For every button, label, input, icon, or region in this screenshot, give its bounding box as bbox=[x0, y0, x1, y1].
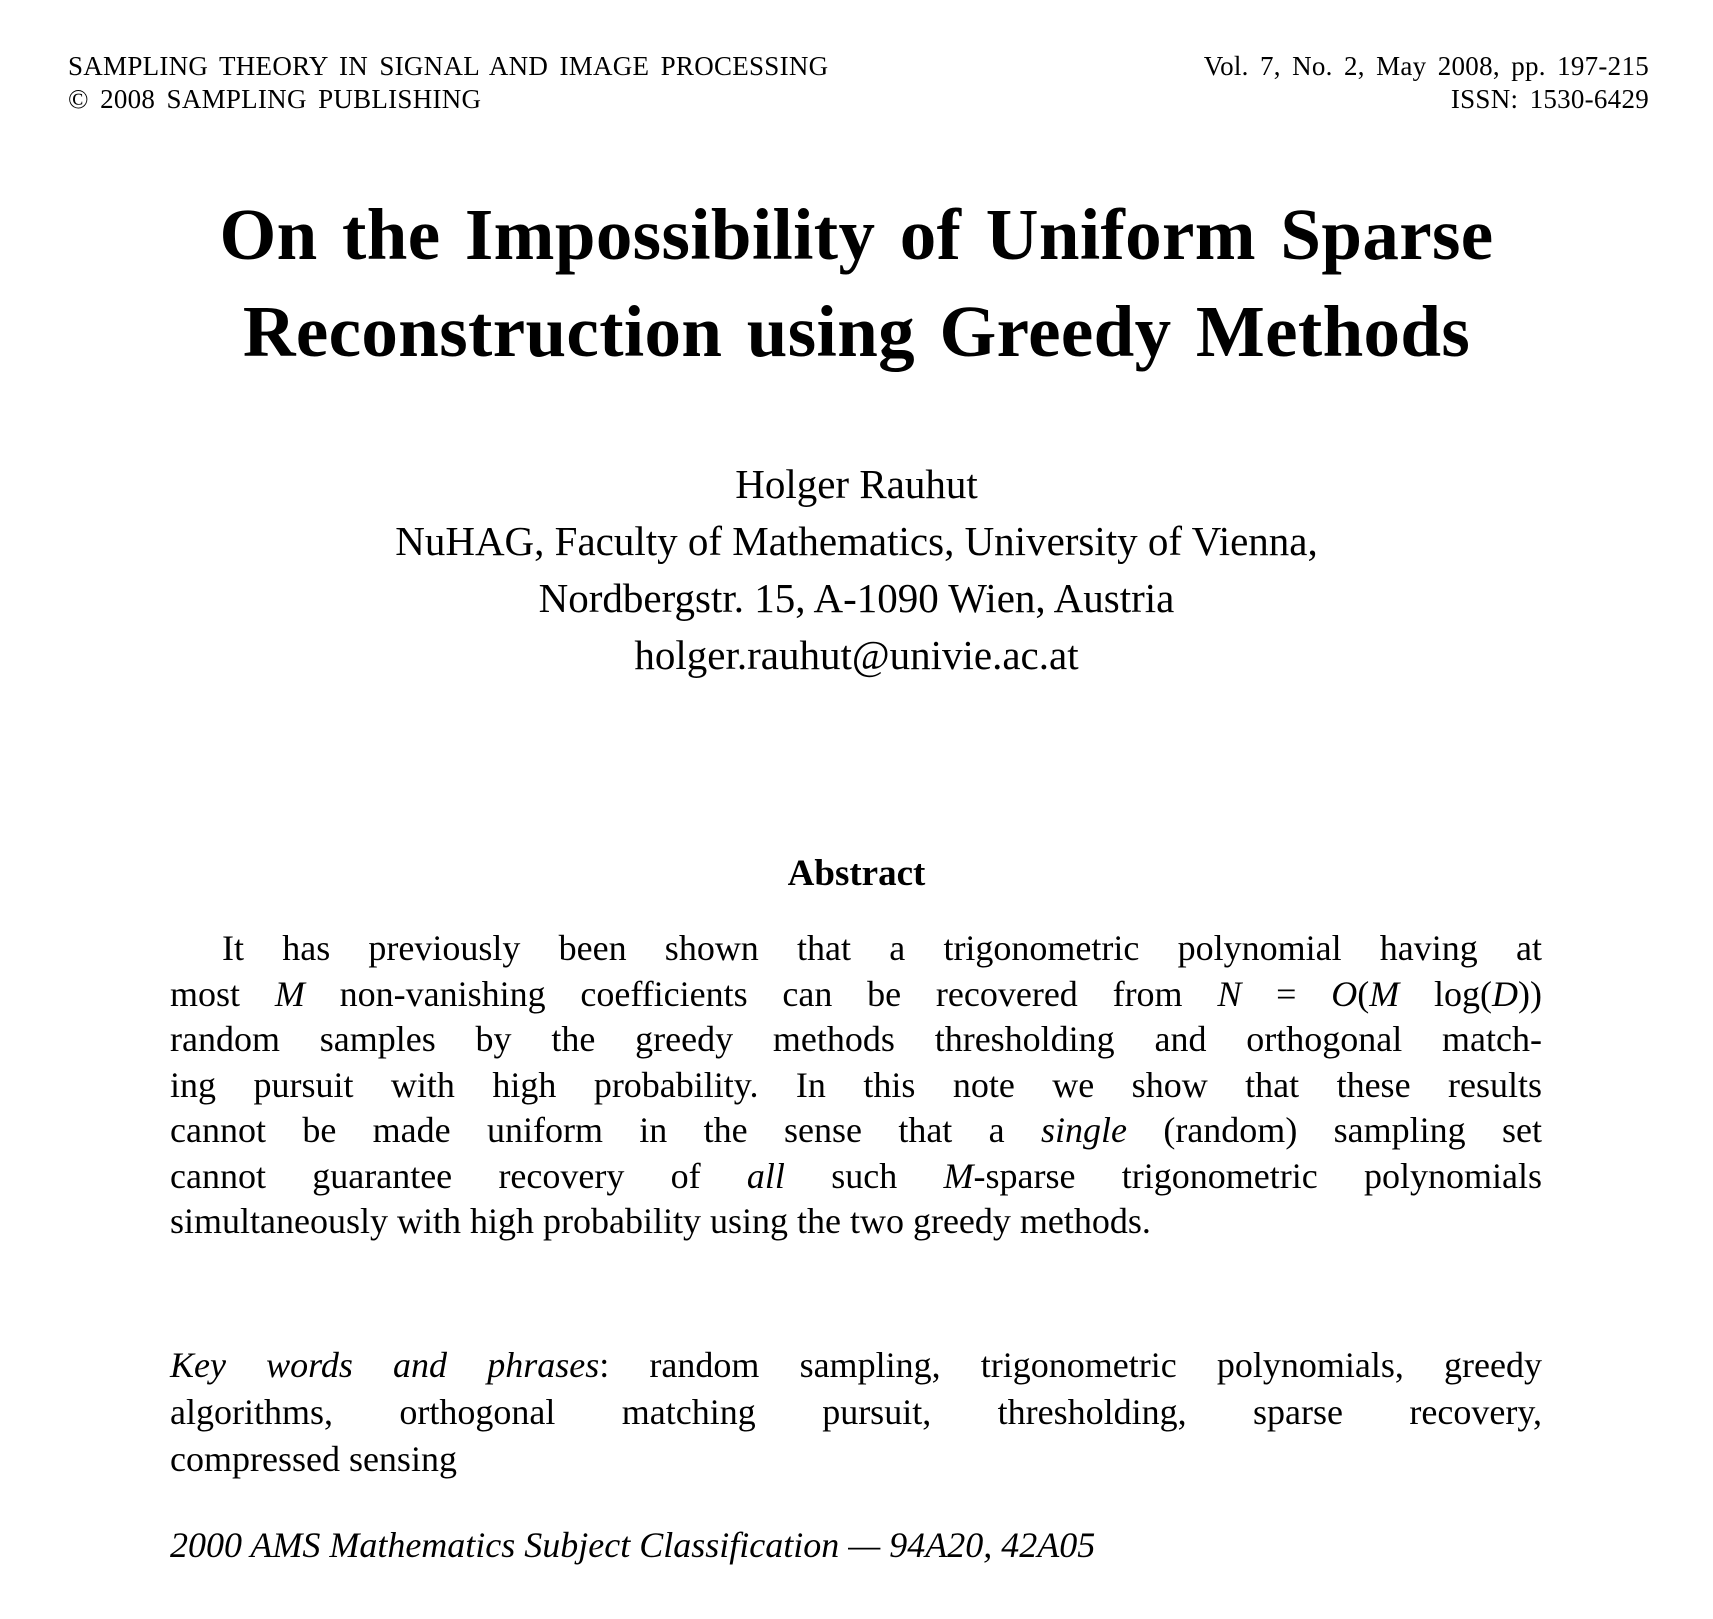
italic-text-segment: N bbox=[1217, 973, 1242, 1014]
journal-header bbox=[68, 50, 1649, 116]
author-affiliation-line-1: NuHAG, Faculty of Mathematics, University of Vienna, bbox=[395, 518, 1318, 564]
text-line bbox=[170, 926, 1542, 972]
paper-title bbox=[0, 186, 1713, 380]
text-segment: -sparse trigonometric polynomials bbox=[973, 1155, 1542, 1196]
text-segment: )) bbox=[1518, 973, 1542, 1014]
text-segment: (random) sampling set bbox=[1127, 1110, 1542, 1150]
text-segment: cannot be made uniform in the sense that a bbox=[170, 1110, 1041, 1150]
author-affiliation-line-2: Nordbergstr. 15, A-1090 Wien, Austria bbox=[538, 575, 1175, 621]
journal-name: SAMPLING THEORY IN SIGNAL AND IMAGE PROCESSING bbox=[68, 51, 829, 81]
text-segment: = bbox=[1241, 973, 1332, 1014]
paper-title-line-2: Reconstruction using Greedy Methods bbox=[242, 291, 1471, 372]
text-segment: random samples by the greedy methods thresholding and orthogonal match- bbox=[170, 1019, 1542, 1059]
abstract-heading: Abstract bbox=[787, 853, 926, 894]
author-email: holger.rauhut@univie.ac.at bbox=[634, 632, 1079, 678]
volume-issue-pages: Vol. 7, No. 2, May 2008, pp. 197-215 bbox=[1203, 51, 1649, 81]
italic-text-segment: O bbox=[1331, 973, 1358, 1014]
text-segment: : random sampling, trigonometric polynomials, greedy bbox=[599, 1345, 1543, 1385]
issn: ISSN: 1530-6429 bbox=[1450, 84, 1649, 114]
text-segment: log( bbox=[1399, 973, 1493, 1014]
text-segment: ing pursuit with high probability. In this note we show that these results bbox=[170, 1064, 1542, 1105]
italic-text-segment: M bbox=[1369, 973, 1400, 1014]
text-line bbox=[170, 1389, 1542, 1436]
text-segment: cannot guarantee recovery of bbox=[170, 1155, 747, 1196]
author-name: Holger Rauhut bbox=[735, 461, 978, 507]
italic-text-segment: M bbox=[274, 973, 305, 1014]
keywords-paragraph bbox=[170, 1342, 1542, 1483]
text-line bbox=[170, 1342, 1542, 1389]
text-segment: most bbox=[170, 973, 275, 1014]
text-line bbox=[170, 1522, 1542, 1569]
journal-header-left bbox=[68, 50, 828, 116]
text-line bbox=[170, 1063, 1542, 1109]
italic-text-segment: M bbox=[943, 1155, 974, 1196]
text-line bbox=[170, 1436, 1542, 1483]
text-line bbox=[170, 1108, 1542, 1154]
italic-text-segment: 2000 AMS Mathematics Subject Classification bbox=[170, 1525, 840, 1565]
ams-classification-line bbox=[170, 1522, 1542, 1569]
journal-header-right bbox=[1204, 50, 1649, 116]
text-line bbox=[170, 1199, 1542, 1245]
text-segment: simultaneously with high probability using the two greedy methods. bbox=[170, 1201, 1151, 1241]
text-segment: such bbox=[784, 1155, 944, 1196]
italic-text-segment: single bbox=[1041, 1110, 1127, 1150]
text-line bbox=[170, 1154, 1542, 1200]
text-line bbox=[170, 972, 1542, 1018]
italic-text-segment: Key words and phrases bbox=[170, 1345, 600, 1385]
text-segment: ( bbox=[1357, 973, 1370, 1014]
paper-title-line-1: On the Impossibility of Uniform Sparse bbox=[219, 194, 1494, 275]
italic-text-segment: — 94A20, 42A05 bbox=[839, 1525, 1096, 1565]
text-segment: compressed sensing bbox=[170, 1439, 457, 1479]
text-segment: algorithms, orthogonal matching pursuit, thresholding, sparse recovery, bbox=[170, 1392, 1542, 1432]
author-block bbox=[0, 456, 1713, 684]
italic-text-segment: all bbox=[746, 1155, 785, 1196]
text-line bbox=[170, 1017, 1542, 1063]
italic-text-segment: D bbox=[1492, 973, 1519, 1014]
text-segment: It has previously been shown that a trigonometric polynomial having at bbox=[222, 928, 1542, 968]
text-segment: non-vanishing coefficients can be recovered from bbox=[304, 973, 1218, 1014]
copyright-line: © 2008 SAMPLING PUBLISHING bbox=[68, 84, 482, 114]
abstract-body bbox=[170, 926, 1542, 1245]
